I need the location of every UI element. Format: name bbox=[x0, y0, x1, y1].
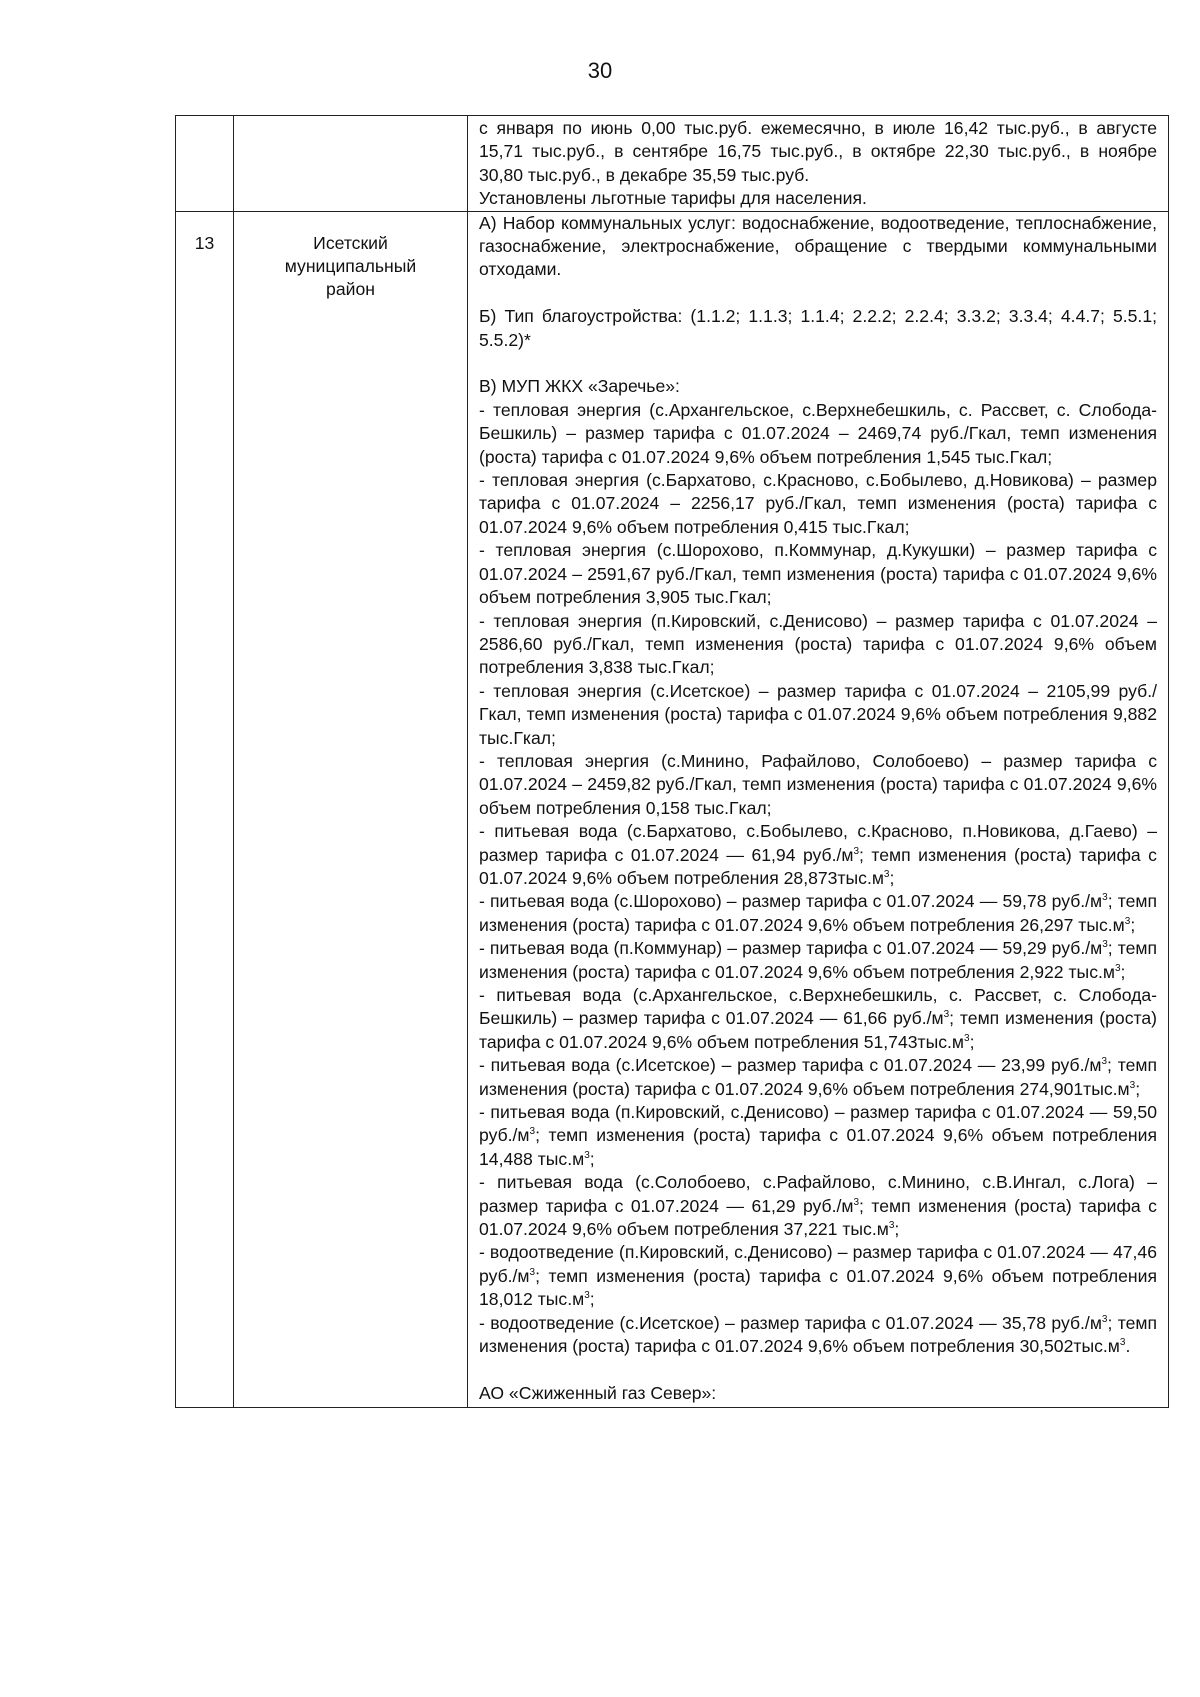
district-cell bbox=[234, 211, 468, 1408]
sewage-tariff-item: - водоотведение (п.Кировский, с.Денисово) – размер тарифа с 01.07.2024 — 47,46 $руб./м^3$; темп изменения (роста) тарифа с 01.07.2024 9,6% объем потребления 18,012 $тыс.м^3$; bbox=[479, 1242, 1157, 1310]
water-tariff-item: - питьевая вода (с.Бархатово, с.Бобылево, с.Красново, п.Новикова, д.Гаево) – размер тарифа с 01.07.2024 — 61,94 $руб./м^3$; темп изменения (роста) тарифа с 01.07.2024 9,6% объем потребления $28,873тыс.м^3$; bbox=[479, 821, 1157, 888]
preferential-tariffs-note: Установлены льготные тарифы для населения. bbox=[479, 188, 867, 209]
sewage-tariff-item: - водоотведение (с.Исетское) – размер тарифа с 01.07.2024 — 35,78 $руб./м^3$; темп изменения (роста) тарифа с 01.07.2024 9,6% объем потребления $30,502тыс.м^3$. bbox=[479, 1312, 1157, 1357]
district-name-line: Исетский bbox=[313, 232, 388, 253]
row-number-cell bbox=[176, 116, 234, 212]
heat-tariff-item: - тепловая энергия (с.Бархатово, с.Красново, с.Бобылево, д.Новикова) – размер тарифа с 01.07.2024 – 2256,17 руб./Гкал, темп изменения (роста) тарифа с 01.07.2024 9,6% объем потребления 0,415 тыс.Гкал; bbox=[479, 470, 1157, 537]
heat-tariff-item: - тепловая энергия (с.Архангельское, с.Верхнебешкиль, с. Рассвет, с. Слобода-Бешкиль) – размер тарифа с 01.07.2024 – 2469,74 руб./Гкал, темп изменения (роста) тарифа с 01.07.2024 9,6% объем потребления 1,545 тыс.Гкал; bbox=[479, 399, 1157, 467]
gas-company-title: АО «Сжиженный газ Север»: bbox=[479, 1382, 717, 1403]
heat-tariff-item: - тепловая энергия (с.Шорохово, п.Коммунар, д.Кукушки) – размер тарифа с 01.07.2024 – 2591,67 руб./Гкал, темп изменения (роста) тарифа с 01.07.2024 9,6% объем потребления 3,905 тыс.Гкал; bbox=[479, 540, 1157, 608]
water-tariff-item: - питьевая вода (п.Кировский, с.Денисово) – размер тарифа с 01.07.2024 — 59,50 $руб./м^3$; темп изменения (роста) тарифа с 01.07.2024 9,6% объем потребления 14,488 $тыс.м^3$; bbox=[479, 1102, 1157, 1169]
table-row-continued bbox=[176, 116, 1169, 212]
water-tariff-item: - питьевая вода (п.Коммунар) – размер тарифа с 01.07.2024 — 59,29 $руб./м^3$; темп изменения (роста) тарифа с 01.07.2024 9,6% объем потребления 2,922 $тыс.м^3$; bbox=[479, 938, 1158, 982]
heat-tariff-item: - тепловая энергия (с.Минино, Рафайлово, Солобоево) – размер тарифа с 01.07.2024 – 2459,82 руб./Гкал, темп изменения (роста) тарифа с 01.07.2024 9,6% объем потребления 0,158 тыс.Гкал; bbox=[479, 750, 1157, 818]
heat-tariff-item: - тепловая энергия (п.Кировский, с.Денисово) – размер тарифа с 01.07.2024 – 2586,60 руб./Гкал, темп изменения (роста) тарифа с 01.07.2024 9,6% объем потребления 3,838 тыс.Гкал; bbox=[479, 610, 1157, 678]
water-tariff-item: - питьевая вода (с.Солобоево, с.Рафайлово, с.Минино, с.В.Ингал, с.Лога) – размер тарифа с 01.07.2024 — 61,29 $руб./м^3$; темп изменения (роста) тарифа с 01.07.2024 9,6% объем потребления 37,221 $тыс.м^3$; bbox=[479, 1172, 1157, 1240]
water-tariff-item: - питьевая вода (с.Архангельское, с.Верхнебешкиль, с. Рассвет, с. Слобода-Бешкиль) – размер тарифа с 01.07.2024 — 61,66 $руб./м^3$; темп изменения (роста) тарифа с 01.07.2024 9,6% объем потребления $51,743тыс.м^3$; bbox=[479, 985, 1158, 1052]
district-name-line: район bbox=[326, 279, 375, 300]
section-b-amenities: Б) Тип благоустройства: (1.1.2; 1.1.3; 1.1.4; 2.2.2; 2.2.4; 3.3.2; 3.3.4; 4.4.7; 5.5.1; 5.5.2)* bbox=[479, 306, 1157, 350]
heat-tariff-item: - тепловая энергия (с.Исетское) – размер тарифа с 01.07.2024 – 2105,99 руб./Гкал, темп изменения (роста) тарифа с 01.07.2024 9,6% объем потребления 9,882 тыс.Гкал; bbox=[479, 680, 1157, 748]
table-row-13 bbox=[176, 211, 1169, 1408]
district-name-line: муниципальный bbox=[284, 256, 417, 277]
monthly-payments-paragraph: с января по июнь 0,00 тыс.руб. ежемесячно, в июле 16,42 тыс.руб., в августе 15,71 тыс.руб., в сентябре 16,75 тыс.руб., в октябре 22,30 тыс.руб., в ноябре 30,80 тыс.руб., в декабре 35,59 тыс.руб. bbox=[479, 118, 1157, 185]
tariff-description-cell bbox=[468, 211, 1169, 1408]
tariff-table bbox=[175, 115, 1169, 1408]
row-number-cell bbox=[176, 211, 234, 1408]
water-tariff-item: - питьевая вода (с.Исетское) – размер тарифа с 01.07.2024 — 23,99 $руб./м^3$; темп изменения (роста) тарифа с 01.07.2024 9,6% объем потребления $274,901тыс.м^3$; bbox=[479, 1055, 1157, 1099]
section-a-services: А) Набор коммунальных услуг: водоснабжение, водоотведение, теплоснабжение, газоснабжение, электроснабжение, обращение с твердыми коммунальными отходами. bbox=[479, 212, 1157, 280]
water-tariff-item: - питьевая вода (с.Шорохово) – размер тарифа с 01.07.2024 — 59,78 $руб./м^3$; темп изменения (роста) тарифа с 01.07.2024 9,6% объем потребления 26,297 $тыс.м^3$; bbox=[479, 891, 1158, 935]
tariff-description-cell bbox=[468, 116, 1169, 212]
page-number: 30 bbox=[587, 58, 613, 83]
district-name bbox=[234, 212, 467, 302]
section-v-title: В) МУП ЖКХ «Заречье»: bbox=[479, 376, 680, 397]
district-cell bbox=[234, 116, 468, 212]
row-number: 13 bbox=[194, 232, 215, 253]
